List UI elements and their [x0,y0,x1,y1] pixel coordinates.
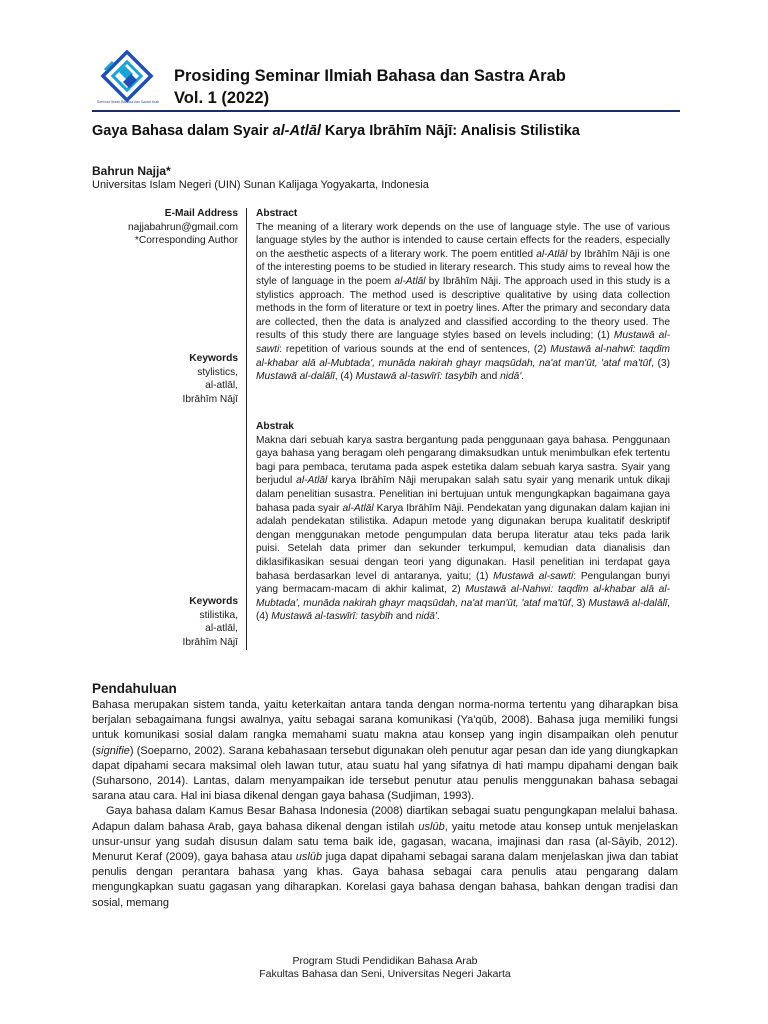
keyword: Ibrāhīm Nājī [182,636,238,648]
journal-title [174,65,566,109]
abstract-id [256,420,670,624]
author-name: Bahrun Najja* [92,164,171,178]
journal-volume: Vol. 1 (2022) [174,89,270,107]
author-affiliation: Universitas Islam Negeri (UIN) Sunan Kalijaga Yogyakarta, Indonesia [92,179,429,191]
abstrak-text: Makna dari sebuah karya sastra bergantung pada penggunaan gaya bahasa. Penggunaan gaya bahasa yang beragam oleh pengarang dimaksudkan untuk menimbulkan efek tertentu bagi para pembaca, terutama pada aspek estetika dalam sebuah karya sastra. Syair yang berjudul al-Atlāl karya Ibrāhīm Nāji merupakan salah satu syair yang menarik untuk dikaji dalam penelitian susastra. Penelitian ini bertujuan untuk mengungkapkan bagaimana gaya bahasa pada syair al-Atlāl Karya Ibrāhīm Nāji. Pendekatan yang digunakan dalam kajian ini adalah pendekatan stilistika. Adapun metode yang digunakan berupa kualitatif deskriptif dengan menggunakan metode pengumpulan data berupa literatur atau teks pada larik puisi. Setelah data primer dan sekunder terkumpul, kemudian data dianalisis dan diklasifikasikan sesuai dengan teori yang digunakan. Hasil penelitian ini terdapat gaya bahasa berdasarkan level di antaranya, yaitu; (1) Mustawā al-sawti: Pengulangan bunyi yang bermacam-macam di akhir kalimat, 2) Mustawā al-Nahwi: taqdīm al-khabar alā al-Mubtada', munāda nakirah ghayr maqsūdah, na'at man'ūt, 'ataf ma'tūf, 3) Mustawā al-dalālī, (4) Mustawā al-taswīrī: tasybīh and nidā'. [256,434,671,623]
section-heading: Pendahuluan [92,681,177,696]
logo-caption: Seminar Ilmiah Bahasa dan Sastra Arab [96,100,160,104]
keyword: stilistika, [199,609,238,621]
abstract-text: The meaning of a literary work depends on the use of language style. The use of various language styles by the author is intended to cause certain effects for the readers, especially on the aesthetic aspects of a literary work. The poem entitled al-Atlāl by Ibrāhīm Nāji is one of the interesting poems to be studied in literary research. This study aims to reveal how the style of language in the poem al-Atlāl by Ibrāhīm Nāji. The approach used in this study is a stylistics approach. The method used is descriptive qualitative by using data collection methods in the form of literature or text in poetry lines. After the primary and secondary data are collected, then the data is analyzed and classified according to the theory used. The results of this study there are language styles based on levels including; (1) Mustawā al-sawti: repetition of various sounds at the end of sentences, (2) Mustawā al-nahwī: taqdīm al-khabar alā al-Mubtada', munāda nakirah ghayr maqsūdah, na'at man'ūt, 'ataf ma'tūf, (3) Mustawā al-dalālī, (4) Mustawā al-taswīrī: tasybīh and nidā'. [256,221,671,383]
contact-block [92,207,238,248]
column-divider [246,208,247,650]
header-rule [92,110,680,112]
keywords-label: Keywords [189,596,238,607]
keyword: Ibrāhīm Nājī [182,393,238,405]
footer-faculty: Fakultas Bahasa dan Seni, Universitas Negeri Jakarta [259,968,511,980]
abstract-en [256,207,670,384]
abstract-heading: Abstract [256,208,298,219]
keyword: al-atlāl, [205,623,238,634]
footer-program: Program Studi Pendidikan Bahasa Arab [292,955,478,967]
introduction-body [92,698,678,911]
journal-title-line1: Prosiding Seminar Ilmiah Bahasa dan Sastra Arab [174,67,566,85]
email-label: E-Mail Address [164,208,238,219]
paragraph: Bahasa merupakan sistem tanda, yaitu keterkaitan antara tanda dengan norma-norma tertentu yang diharapkan bisa berjalan sebagaimana fungsi awalnya, yaitu sebagai sarana komunikasi (Ya'qūb, 2008). Bahasa juga memiliki fungsi untuk komunikasi sosial dalam rangka memahami suatu makna atau konsep yang ingin disampaikan oleh penutur (signifie) (Soeparno, 2002). Sarana kebahasaan tersebut digunakan oleh penutur agar pesan dan ide yang diungkapkan dapat dipahami secara maksimal oleh lawan tutur, atau suatu hal yang sifatnya di hati mampu dipahami dengan baik (Suharsono, 2014). Lantas, dalam menyampaikan ide tersebut penutur atau penulis menggunakan bahasa sebagai sarana atau cara. Hal ini biasa dikenal dengan gaya bahasa (Sudjiman, 1993). [92,699,678,803]
email-address[interactable]: najjabahrun@gmail.com [127,221,238,233]
corresponding-author: *Corresponding Author [134,235,238,246]
paragraph: Gaya bahasa dalam Kamus Besar Bahasa Indonesia (2008) diartikan sebagai suatu pengungkapan melalui bahasa. Adapun dalam bahasa Arab, gaya bahasa dikenal dengan istilah uslūb, yaitu metode atau konsep untuk menjelaskan unsur-unsur yang sudah disusun dalam satu tema baik ide, gagasan, wacana, imajinasi dan rasa (al-Sāyib, 2012). Menurut Keraf (2009), gaya bahasa atau uslūb juga dapat dipahami sebagai sarana dalam menjelaskan jiwa dan tabiat penulis dengan perantara bahasa yang khas. Gaya bahasa sebagai cara penulis atau pengarang dalam mengungkapkan suatu gagasan yang diharapkan. Korelasi gaya bahasa dengan bahasa, bahkan dengan tradisi dan sosial, memang [92,805,679,909]
keyword: al-atlāl, [205,380,238,391]
keywords-id-block [92,595,238,649]
keywords-label: Keywords [189,353,238,364]
journal-header [92,50,680,114]
keywords-en-block [92,352,238,406]
article-title: Gaya Bahasa dalam Syair al-Atlāl Karya Ibrāhīm Nājī: Analisis Stilistika [92,123,580,139]
keyword: stylistics, [197,366,238,378]
abstrak-heading: Abstrak [256,421,294,432]
page-footer [92,955,678,981]
